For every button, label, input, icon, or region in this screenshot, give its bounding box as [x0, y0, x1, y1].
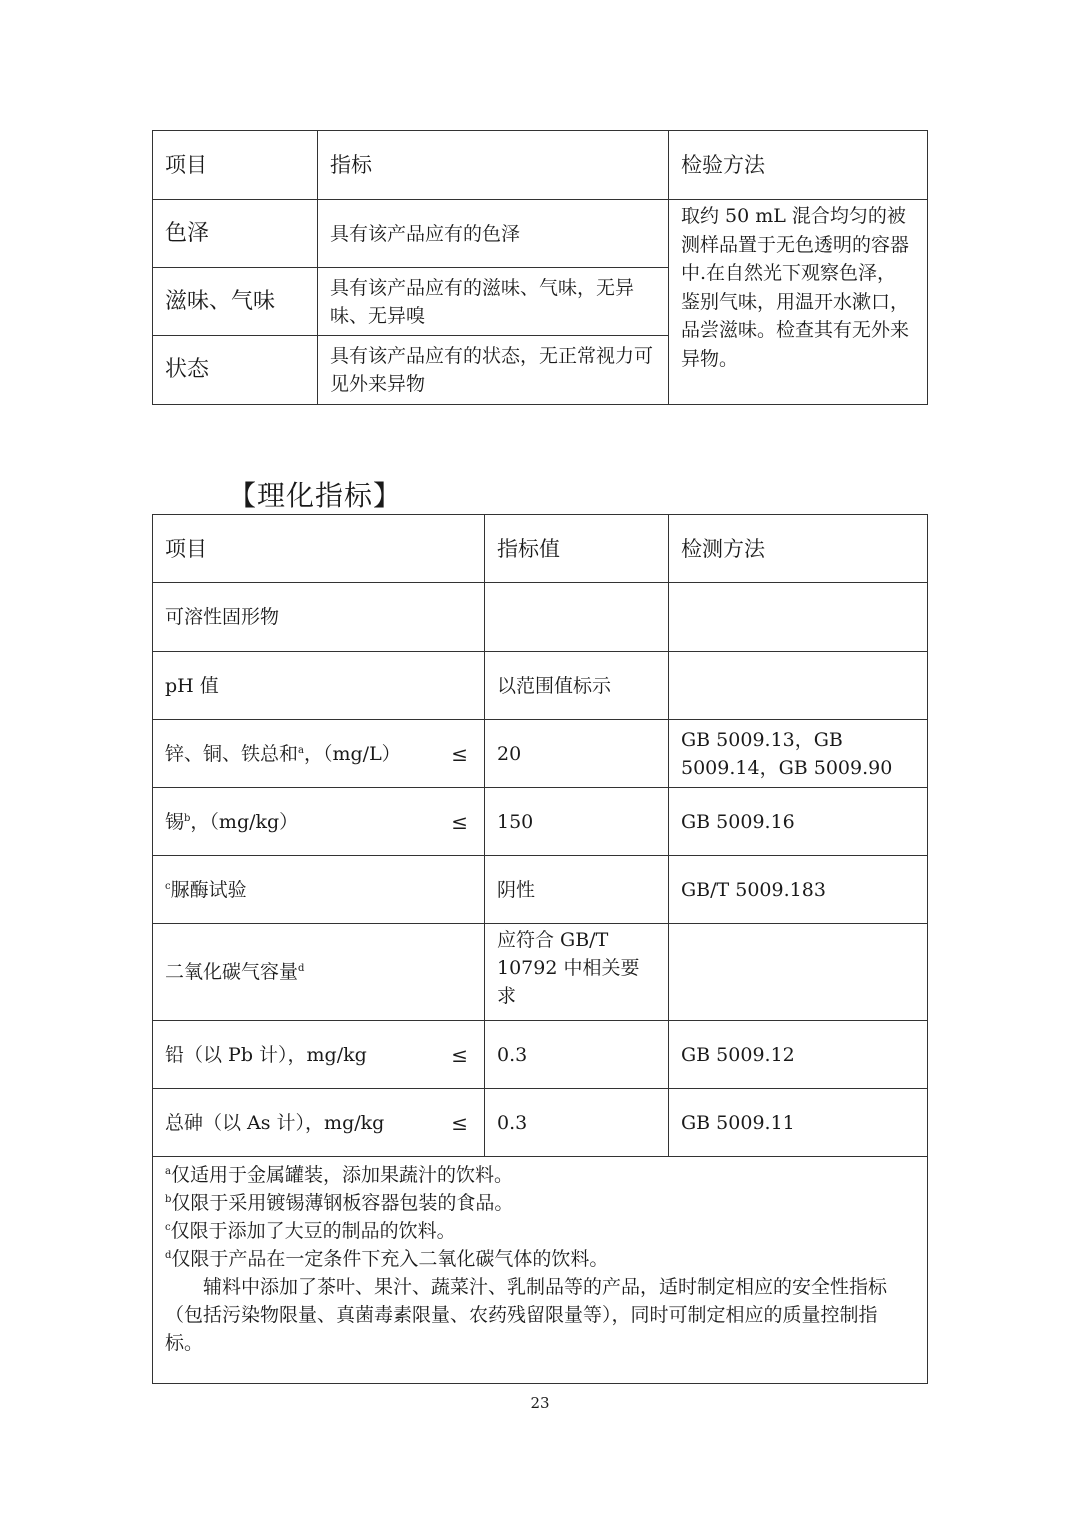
- value-cell: 阴性: [485, 856, 669, 924]
- method-cell: GB 5009.11: [669, 1089, 928, 1157]
- note-paragraph: 辅料中添加了茶叶、果汁、蔬菜汁、乳制品等的产品，适时制定相应的安全性指标（包括污染物限量、真菌毒素限量、农药残留限量等），同时可制定相应的质量控制指标。: [165, 1276, 888, 1354]
- item-cell: pH 值: [153, 652, 485, 720]
- item-cell: [153, 1021, 485, 1089]
- indicator-cell: 具有该产品应有的状态，无正常视力可见外来异物: [318, 336, 669, 405]
- footnote-text: 仅适用于金属罐装，添加果蔬汁的饮料。: [170, 1164, 513, 1186]
- footnote-text: 仅限于采用镀锡薄钢板容器包装的食品。: [171, 1192, 514, 1214]
- item-cell: [153, 924, 485, 1021]
- item-cell: 滋味、气味: [153, 268, 318, 336]
- table-row: [153, 583, 928, 652]
- item-cell: [153, 1089, 485, 1157]
- footnote-mark: a: [165, 1166, 171, 1177]
- item-cell: [153, 856, 485, 924]
- item-unit: ，（mg/L）: [303, 742, 401, 765]
- item-label: 二氧化碳气容量: [165, 961, 299, 983]
- value-cell: 20: [485, 720, 669, 788]
- method-cell: [669, 583, 928, 652]
- table-row: [153, 200, 928, 268]
- value-cell: [485, 583, 669, 652]
- value-cell: 0.3: [485, 1089, 669, 1157]
- table-row: [153, 1021, 928, 1089]
- item-cell: 状态: [153, 336, 318, 405]
- item-cell: 可溶性固形物: [153, 583, 485, 652]
- footnote-mark: d: [165, 1250, 172, 1261]
- table-row: [153, 1089, 928, 1157]
- footnote-mark: b: [184, 812, 191, 824]
- footnote-text: 仅限于产品在一定条件下充入二氧化碳气体的饮料。: [171, 1248, 609, 1270]
- item-label: 铅（以 Pb 计），mg/kg: [165, 1043, 367, 1066]
- le-symbol: ≤: [451, 1042, 468, 1067]
- indicator-cell: 具有该产品应有的色泽: [318, 200, 669, 268]
- footnote: [165, 1217, 915, 1245]
- header-cell: 检测方法: [669, 515, 928, 583]
- footnote: [165, 1245, 915, 1273]
- footnote: [165, 1161, 915, 1189]
- footnote-mark: d: [298, 963, 305, 974]
- item-cell: [153, 720, 485, 788]
- le-symbol: ≤: [451, 1110, 468, 1135]
- footnote-mark: c: [165, 880, 171, 892]
- header-cell: 项目: [153, 515, 485, 583]
- table-row: [153, 856, 928, 924]
- footnote: [165, 1189, 915, 1217]
- value-cell: 以范围值标示: [485, 652, 669, 720]
- footnotes-row: [153, 1157, 928, 1384]
- item-unit: ，（mg/kg）: [190, 810, 299, 833]
- indicator-cell: 具有该产品应有的滋味、气味，无异味、无异嗅: [318, 268, 669, 336]
- table-row: [153, 652, 928, 720]
- method-cell: GB/T 5009.183: [669, 856, 928, 924]
- page-number: 23: [530, 1394, 550, 1412]
- method-cell: GB 5009.12: [669, 1021, 928, 1089]
- footnote-text: 仅限于添加了大豆的制品的饮料。: [170, 1220, 456, 1242]
- footnote-mark: a: [298, 744, 304, 756]
- method-cell: GB 5009.13，GB 5009.14，GB 5009.90: [669, 720, 928, 788]
- item-cell: [153, 788, 485, 856]
- item-cell: 色泽: [153, 200, 318, 268]
- physchem-table: [152, 514, 928, 1384]
- table-row: [153, 788, 928, 856]
- item-label: 脲酶试验: [170, 878, 247, 901]
- header-cell: 指标: [318, 131, 669, 200]
- item-label: 总砷（以 As 计），mg/kg: [165, 1111, 385, 1134]
- table-header-row: [153, 131, 928, 200]
- header-cell: 项目: [153, 131, 318, 200]
- method-cell: 取约 50 mL 混合均匀的被测样品置于无色透明的容器中.在自然光下观察色泽，鉴别气味，用温开水漱口，品尝滋味。检查其有无外来异物。: [669, 200, 928, 405]
- footnote-mark: c: [165, 1222, 171, 1233]
- footnote-mark: b: [165, 1194, 172, 1205]
- item-label: 锡: [165, 810, 185, 833]
- section-title: 【理化指标】: [228, 479, 403, 512]
- value-cell: 0.3: [485, 1021, 669, 1089]
- method-cell: GB 5009.16: [669, 788, 928, 856]
- table-row: [153, 720, 928, 788]
- header-cell: 检验方法: [669, 131, 928, 200]
- method-cell: [669, 924, 928, 1021]
- table-row: [153, 924, 928, 1021]
- sensory-table: [152, 130, 928, 405]
- value-cell: 150: [485, 788, 669, 856]
- table-header-row: [153, 515, 928, 583]
- value-cell: 应符合 GB/T 10792 中相关要求: [485, 924, 669, 1021]
- le-symbol: ≤: [451, 741, 468, 766]
- le-symbol: ≤: [451, 809, 468, 834]
- method-cell: [669, 652, 928, 720]
- item-label: 锌、铜、铁总和: [165, 742, 299, 765]
- header-cell: 指标值: [485, 515, 669, 583]
- footnotes-cell: [153, 1157, 928, 1384]
